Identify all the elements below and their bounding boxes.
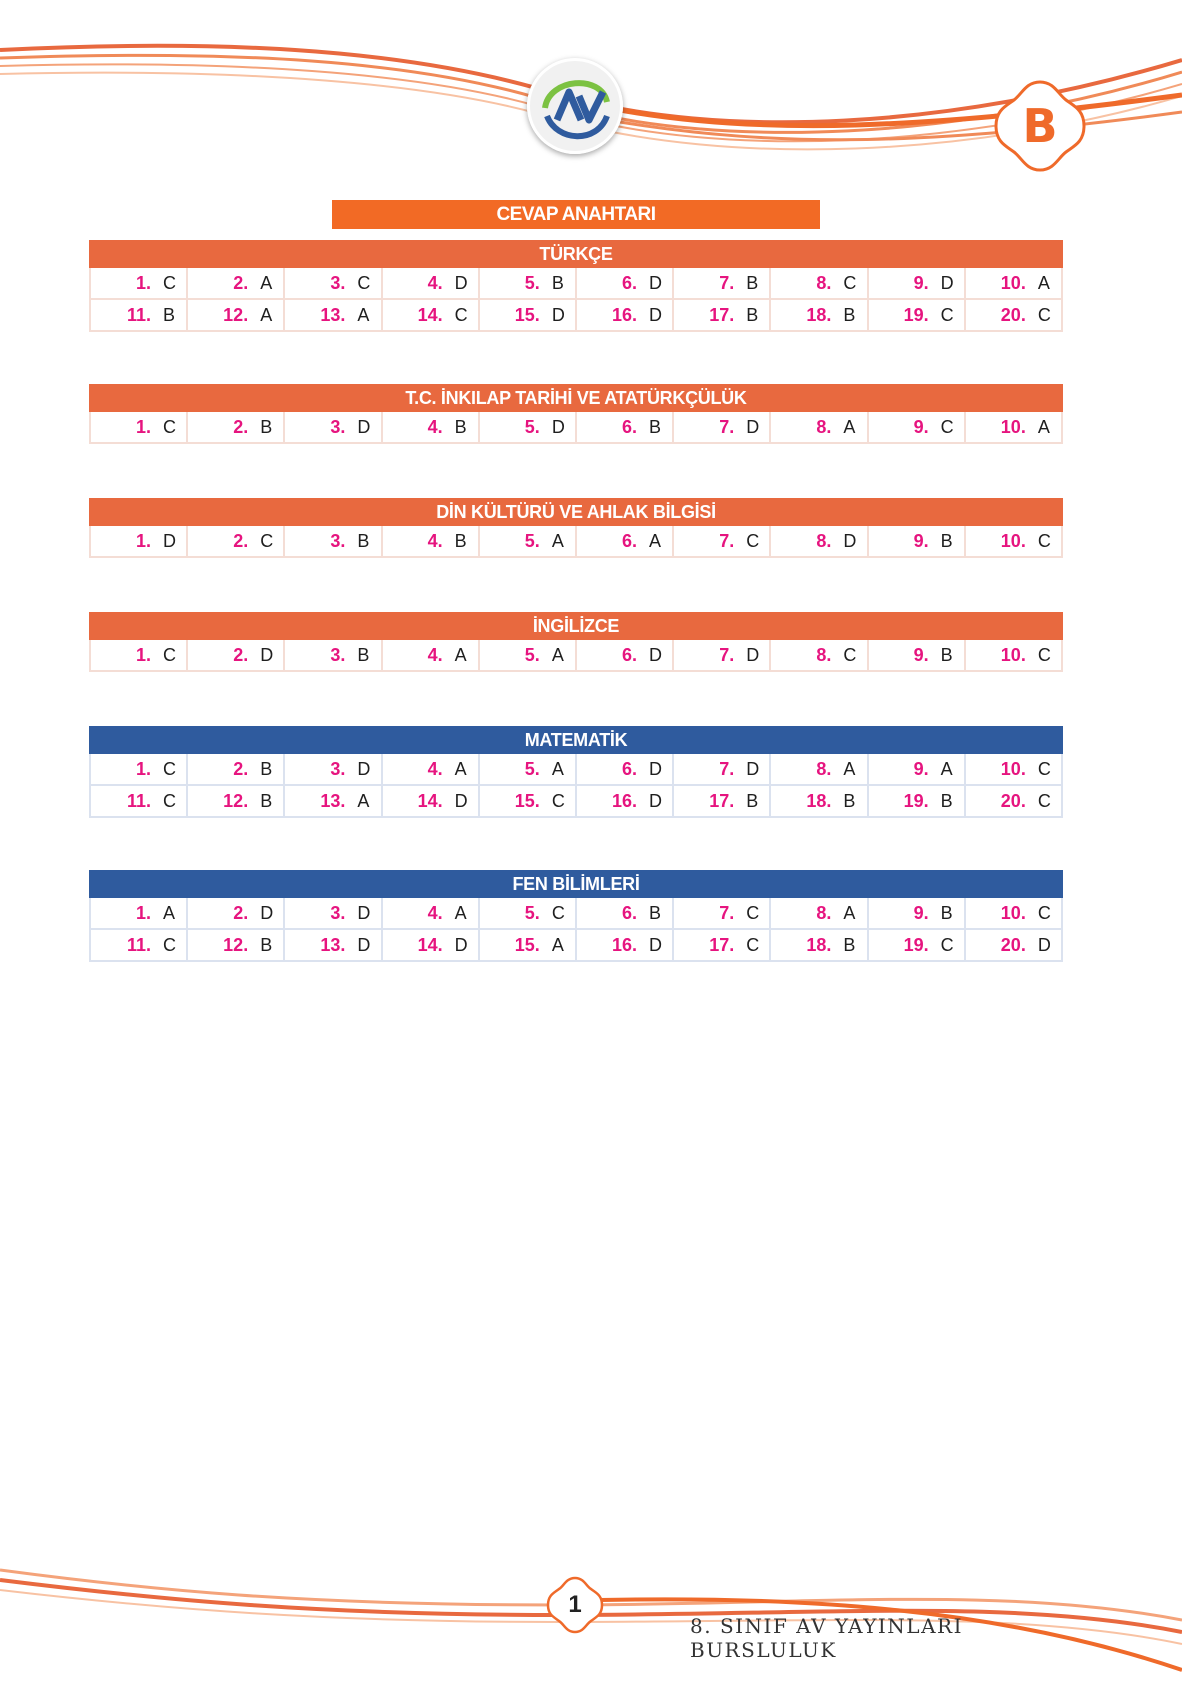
answer-cell <box>577 526 674 556</box>
answer-cell <box>383 898 480 928</box>
answer-cell <box>89 898 188 928</box>
question-number: 7. <box>719 530 735 551</box>
answer-letter: A <box>163 902 176 923</box>
answer-letter: C <box>163 416 177 437</box>
answer-cell <box>674 268 771 298</box>
answer-letter: B <box>940 644 954 665</box>
answer-row <box>89 930 1063 962</box>
question-number: 1. <box>135 272 151 293</box>
answer-letter: C <box>1037 902 1052 923</box>
answer-cell <box>771 754 868 784</box>
answer-cell <box>674 300 771 330</box>
answer-letter: D <box>649 758 663 779</box>
answer-letter: A <box>940 758 954 779</box>
question-number: 5. <box>524 644 540 665</box>
answer-section <box>89 612 1063 672</box>
question-number: 6. <box>622 644 638 665</box>
answer-letter: C <box>746 902 760 923</box>
answer-cell <box>966 268 1063 298</box>
answer-cell <box>285 268 382 298</box>
answer-letter: D <box>163 530 177 551</box>
question-number: 18. <box>806 304 832 325</box>
booklet-letter: B <box>1022 99 1058 153</box>
question-number: 13. <box>320 790 346 811</box>
answer-letter: B <box>649 902 662 923</box>
answer-letter: B <box>940 790 954 811</box>
answer-row <box>89 754 1063 786</box>
question-number: 8. <box>816 530 832 551</box>
answer-cell <box>89 268 188 298</box>
answer-cell <box>480 526 577 556</box>
answer-cell <box>480 640 577 670</box>
answer-letter: C <box>940 934 955 955</box>
answer-letter: A <box>649 530 662 551</box>
answer-letter: A <box>260 272 273 293</box>
answer-section <box>89 384 1063 444</box>
footer-publisher-text: 8. SINIF AV YAYINLARI BURSLULUK <box>690 1614 963 1662</box>
answer-letter: B <box>260 758 273 779</box>
question-number: 20. <box>1000 934 1026 955</box>
answer-letter: D <box>357 758 371 779</box>
question-number: 7. <box>719 272 735 293</box>
answer-letter: D <box>454 272 469 293</box>
answer-cell <box>869 268 966 298</box>
answer-cell <box>188 526 285 556</box>
question-number: 3. <box>330 644 346 665</box>
answer-letter: D <box>1037 934 1052 955</box>
question-number: 12. <box>223 304 249 325</box>
question-number: 10. <box>1000 272 1026 293</box>
answer-letter: D <box>551 304 566 325</box>
question-number: 16. <box>611 790 638 811</box>
question-number: 9. <box>913 902 929 923</box>
question-number: 2. <box>233 902 249 923</box>
answer-cell <box>674 786 771 816</box>
answer-cell <box>966 640 1063 670</box>
answer-cell <box>577 268 674 298</box>
answer-letter: C <box>1037 304 1052 325</box>
question-number: 15. <box>514 934 540 955</box>
answer-letter: C <box>163 272 177 293</box>
answer-letter: B <box>940 902 954 923</box>
question-number: 6. <box>622 902 638 923</box>
answer-letter: C <box>940 416 955 437</box>
answer-letter: D <box>746 758 760 779</box>
question-number: 15. <box>514 304 540 325</box>
answer-cell <box>89 754 188 784</box>
answer-cell <box>966 898 1063 928</box>
answer-letter: B <box>454 416 468 437</box>
answer-cell <box>188 268 285 298</box>
question-number: 6. <box>622 416 638 437</box>
question-number: 10. <box>1000 902 1026 923</box>
answer-cell <box>89 930 188 960</box>
answer-letter: D <box>649 790 663 811</box>
answer-cell <box>869 786 966 816</box>
question-number: 4. <box>427 758 443 779</box>
answer-cell <box>89 412 188 442</box>
answer-letter: A <box>454 902 468 923</box>
question-number: 1. <box>135 530 151 551</box>
question-number: 18. <box>806 934 832 955</box>
question-number: 1. <box>135 644 151 665</box>
question-number: 10. <box>1000 758 1026 779</box>
question-number: 13. <box>320 934 346 955</box>
answer-letter: B <box>551 272 565 293</box>
answer-letter: A <box>843 902 856 923</box>
answer-letter: D <box>940 272 955 293</box>
answer-letter: D <box>454 790 469 811</box>
question-number: 12. <box>223 934 249 955</box>
answer-letter: C <box>746 530 760 551</box>
answer-section <box>89 240 1063 332</box>
answer-cell <box>674 640 771 670</box>
answer-cell <box>577 300 674 330</box>
question-number: 5. <box>524 272 540 293</box>
answer-cell <box>188 786 285 816</box>
answer-letter: B <box>746 304 759 325</box>
answer-section <box>89 498 1063 558</box>
question-number: 20. <box>1000 304 1026 325</box>
answer-cell <box>480 300 577 330</box>
question-number: 6. <box>622 530 638 551</box>
question-number: 14. <box>417 790 443 811</box>
answer-letter: D <box>649 644 663 665</box>
answer-letter: B <box>843 934 856 955</box>
question-number: 8. <box>816 272 832 293</box>
question-number: 18. <box>806 790 832 811</box>
answer-cell <box>383 526 480 556</box>
answer-cell <box>869 300 966 330</box>
question-number: 12. <box>223 790 249 811</box>
answer-cell <box>771 930 868 960</box>
question-number: 3. <box>330 416 346 437</box>
answer-letter: C <box>163 790 177 811</box>
answer-letter: C <box>551 902 566 923</box>
answer-letter: B <box>746 272 759 293</box>
answer-row <box>89 300 1063 332</box>
answer-letter: D <box>260 902 274 923</box>
answer-cell <box>577 412 674 442</box>
question-number: 3. <box>330 272 346 293</box>
answer-cell <box>771 526 868 556</box>
section-title: FEN BİLİMLERİ <box>89 870 1063 898</box>
answer-letter: C <box>163 758 177 779</box>
answer-letter: A <box>843 758 856 779</box>
answer-cell <box>577 640 674 670</box>
answer-letter: A <box>1037 416 1051 437</box>
question-number: 4. <box>427 902 443 923</box>
av-logo-icon <box>527 58 623 154</box>
question-number: 8. <box>816 902 832 923</box>
answer-row <box>89 640 1063 672</box>
question-number: 3. <box>330 530 346 551</box>
question-number: 9. <box>913 758 929 779</box>
question-number: 11. <box>126 934 151 955</box>
question-number: 2. <box>233 416 249 437</box>
answer-letter: C <box>940 304 955 325</box>
question-number: 11. <box>126 790 151 811</box>
answer-row <box>89 526 1063 558</box>
answer-row <box>89 786 1063 818</box>
question-number: 17. <box>709 304 735 325</box>
question-number: 10. <box>1000 644 1026 665</box>
answer-cell <box>188 412 285 442</box>
answer-letter: A <box>357 304 370 325</box>
answer-letter: C <box>746 934 760 955</box>
question-number: 9. <box>913 644 929 665</box>
answer-letter: B <box>357 530 370 551</box>
question-number: 2. <box>233 644 249 665</box>
answer-letter: A <box>551 644 565 665</box>
question-number: 10. <box>1000 416 1026 437</box>
answer-letter: B <box>260 790 273 811</box>
question-number: 5. <box>524 530 540 551</box>
answer-letter: D <box>649 304 663 325</box>
answer-letter: B <box>940 530 954 551</box>
question-number: 13. <box>320 304 346 325</box>
question-number: 4. <box>427 272 443 293</box>
answer-cell <box>674 754 771 784</box>
answer-letter: D <box>843 530 857 551</box>
answer-letter: B <box>843 790 856 811</box>
answer-letter: D <box>454 934 469 955</box>
answer-letter: A <box>357 790 370 811</box>
question-number: 16. <box>611 934 638 955</box>
question-number: 15. <box>514 790 540 811</box>
answer-letter: D <box>357 416 371 437</box>
answer-row <box>89 412 1063 444</box>
question-number: 7. <box>719 644 735 665</box>
question-number: 19. <box>903 934 929 955</box>
answer-letter: C <box>260 530 274 551</box>
answer-cell <box>771 412 868 442</box>
answer-letter: A <box>454 758 468 779</box>
question-number: 20. <box>1000 790 1026 811</box>
question-number: 5. <box>524 758 540 779</box>
question-number: 4. <box>427 416 443 437</box>
answer-letter: B <box>163 304 176 325</box>
answer-letter: C <box>454 304 469 325</box>
answer-cell <box>771 300 868 330</box>
answer-letter: B <box>843 304 856 325</box>
answer-cell <box>966 526 1063 556</box>
question-number: 3. <box>330 902 346 923</box>
section-title: TÜRKÇE <box>89 240 1063 268</box>
answer-letter: B <box>260 934 273 955</box>
answer-cell <box>869 526 966 556</box>
question-number: 17. <box>709 934 735 955</box>
booklet-type-badge <box>992 78 1088 174</box>
question-number: 5. <box>524 416 540 437</box>
answer-cell <box>383 930 480 960</box>
answer-letter: C <box>1037 644 1052 665</box>
answer-cell <box>89 786 188 816</box>
answer-letter: B <box>260 416 273 437</box>
question-number: 1. <box>135 902 151 923</box>
question-number: 6. <box>622 272 638 293</box>
question-number: 16. <box>611 304 638 325</box>
answer-cell <box>89 300 188 330</box>
answer-letter: A <box>260 304 273 325</box>
answer-letter: D <box>746 416 760 437</box>
page-number-badge <box>545 1575 605 1635</box>
answer-cell <box>674 526 771 556</box>
answer-cell <box>285 412 382 442</box>
question-number: 8. <box>816 644 832 665</box>
answer-letter: A <box>551 530 565 551</box>
answer-cell <box>285 640 382 670</box>
question-number: 3. <box>330 758 346 779</box>
answer-cell <box>285 300 382 330</box>
question-number: 7. <box>719 758 735 779</box>
answer-cell <box>383 640 480 670</box>
answer-letter: C <box>163 644 177 665</box>
answer-letter: A <box>1037 272 1051 293</box>
answer-cell <box>577 898 674 928</box>
answer-cell <box>188 640 285 670</box>
answer-cell <box>771 786 868 816</box>
answer-cell <box>480 754 577 784</box>
page-number: 1 <box>568 1591 582 1618</box>
question-number: 6. <box>622 758 638 779</box>
answer-cell <box>577 786 674 816</box>
answer-key-title: CEVAP ANAHTARI <box>332 200 820 229</box>
answer-cell <box>188 898 285 928</box>
answer-cell <box>285 754 382 784</box>
question-number: 19. <box>903 304 929 325</box>
question-number: 10. <box>1000 530 1026 551</box>
answer-letter: B <box>649 416 662 437</box>
answer-letter: A <box>551 934 565 955</box>
section-title: T.C. İNKILAP TARİHİ VE ATATÜRKÇÜLÜK <box>89 384 1063 412</box>
question-number: 19. <box>903 790 929 811</box>
question-number: 17. <box>709 790 735 811</box>
question-number: 2. <box>233 530 249 551</box>
question-number: 9. <box>913 272 929 293</box>
question-number: 1. <box>135 758 151 779</box>
answer-cell <box>285 898 382 928</box>
answer-letter: C <box>1037 530 1052 551</box>
section-title: DİN KÜLTÜRÜ VE AHLAK BİLGİSİ <box>89 498 1063 526</box>
answer-cell <box>674 930 771 960</box>
question-number: 7. <box>719 902 735 923</box>
question-number: 1. <box>135 416 151 437</box>
answer-cell <box>966 754 1063 784</box>
answer-cell <box>869 930 966 960</box>
question-number: 8. <box>816 416 832 437</box>
answer-letter: D <box>649 934 663 955</box>
answer-cell <box>480 412 577 442</box>
question-number: 5. <box>524 902 540 923</box>
answer-cell <box>383 786 480 816</box>
answer-letter: C <box>357 272 371 293</box>
answer-letter: B <box>746 790 759 811</box>
answer-cell <box>674 898 771 928</box>
answer-letter: D <box>746 644 760 665</box>
publisher-logo <box>527 58 623 154</box>
answer-letter: D <box>260 644 274 665</box>
answer-cell <box>480 786 577 816</box>
answer-letter: C <box>843 644 857 665</box>
answer-letter: C <box>551 790 566 811</box>
answer-cell <box>966 412 1063 442</box>
answer-cell <box>383 268 480 298</box>
answer-letter: D <box>357 934 371 955</box>
answer-cell <box>285 526 382 556</box>
answer-cell <box>285 786 382 816</box>
answer-letter: A <box>454 644 468 665</box>
answer-cell <box>480 898 577 928</box>
question-number: 14. <box>417 304 443 325</box>
answer-cell <box>89 526 188 556</box>
answer-letter: D <box>357 902 371 923</box>
question-number: 8. <box>816 758 832 779</box>
answer-cell <box>577 930 674 960</box>
answer-cell <box>188 930 285 960</box>
answer-cell <box>674 412 771 442</box>
answer-row <box>89 898 1063 930</box>
answer-cell <box>869 640 966 670</box>
answer-letter: C <box>1037 758 1052 779</box>
answer-cell <box>771 268 868 298</box>
answer-cell <box>188 754 285 784</box>
question-number: 4. <box>427 644 443 665</box>
answer-section <box>89 870 1063 962</box>
answer-letter: A <box>843 416 856 437</box>
answer-cell <box>285 930 382 960</box>
question-number: 11. <box>126 304 151 325</box>
answer-cell <box>188 300 285 330</box>
answer-cell <box>869 412 966 442</box>
question-number: 7. <box>719 416 735 437</box>
answer-cell <box>89 640 188 670</box>
question-number: 9. <box>913 416 929 437</box>
answer-letter: C <box>843 272 857 293</box>
answer-cell <box>869 898 966 928</box>
answer-cell <box>771 898 868 928</box>
answer-letter: D <box>649 272 663 293</box>
answer-cell <box>966 786 1063 816</box>
answer-cell <box>383 412 480 442</box>
question-number: 9. <box>913 530 929 551</box>
answer-letter: D <box>551 416 566 437</box>
section-title: İNGİLİZCE <box>89 612 1063 640</box>
answer-cell <box>480 930 577 960</box>
question-number: 4. <box>427 530 443 551</box>
answer-cell <box>966 300 1063 330</box>
question-number: 2. <box>233 272 249 293</box>
answer-letter: C <box>163 934 177 955</box>
answer-cell <box>383 754 480 784</box>
answer-letter: B <box>357 644 370 665</box>
answer-cell <box>966 930 1063 960</box>
answer-cell <box>771 640 868 670</box>
answer-cell <box>480 268 577 298</box>
answer-letter: C <box>1037 790 1052 811</box>
answer-cell <box>383 300 480 330</box>
answer-section <box>89 726 1063 818</box>
answer-row <box>89 268 1063 300</box>
question-number: 14. <box>417 934 443 955</box>
answer-letter: A <box>551 758 565 779</box>
answer-cell <box>869 754 966 784</box>
section-title: MATEMATİK <box>89 726 1063 754</box>
answer-letter: B <box>454 530 468 551</box>
question-number: 2. <box>233 758 249 779</box>
answer-cell <box>577 754 674 784</box>
